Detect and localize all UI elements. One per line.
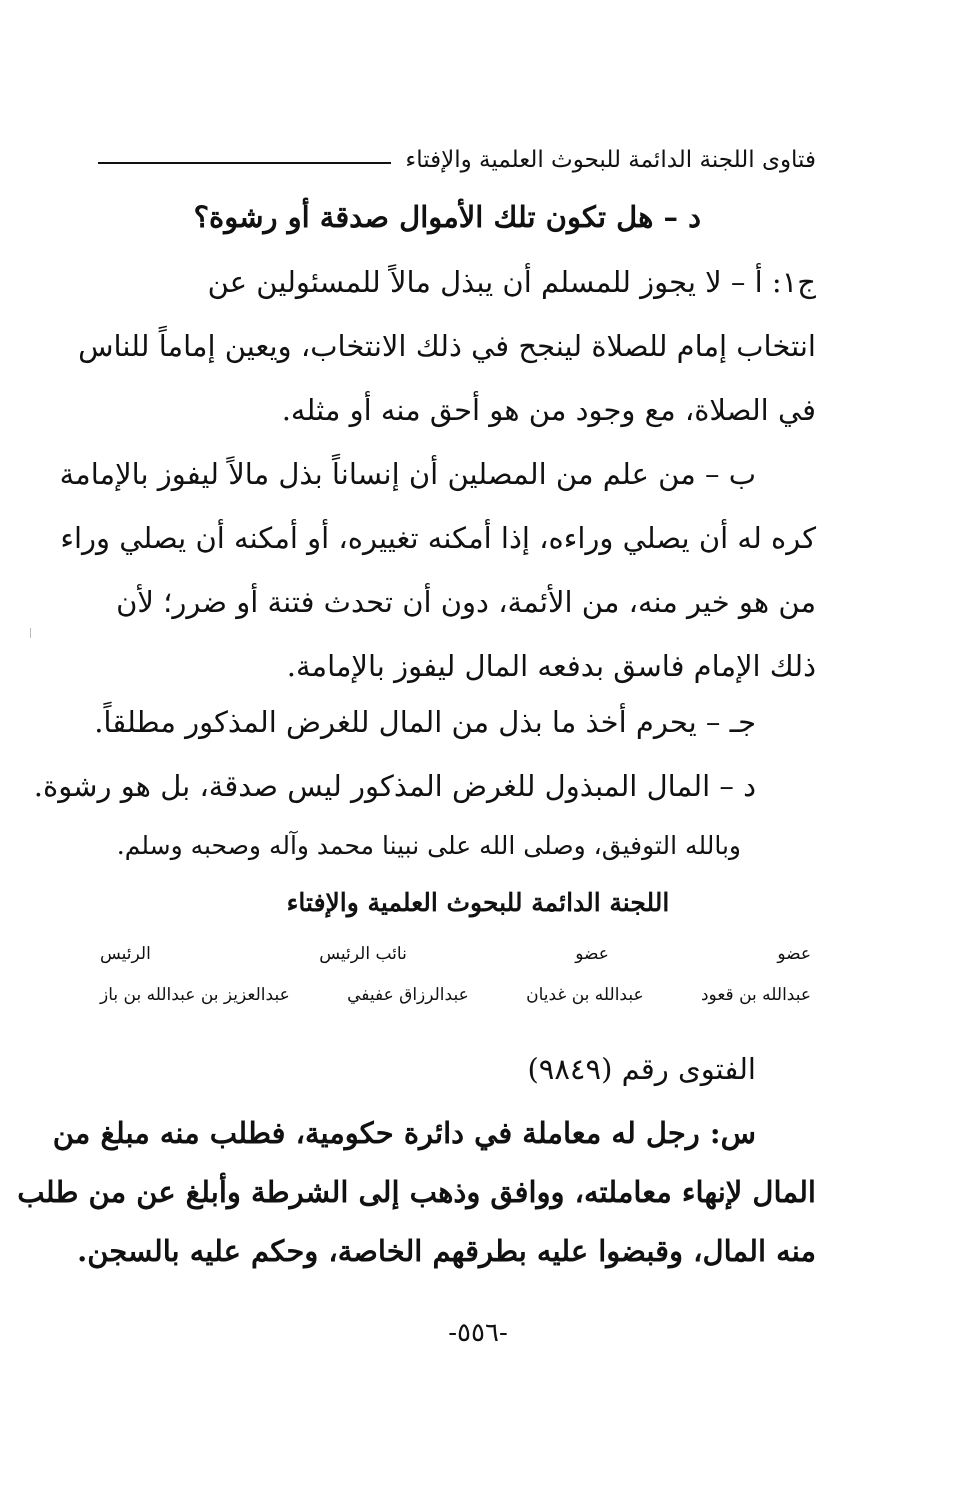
answer-line-5: كره له أن يصلي وراءه، إذا أمكنه تغييره، أو أمكنه أن يصلي وراء <box>60 521 816 555</box>
question-d-heading: د – هل تكون تلك الأموال صدقة أو رشوة؟ <box>193 200 701 234</box>
signatory-roles-row <box>100 944 811 964</box>
signatory-name-2: عبدالرزاق عفيفي <box>347 985 469 1005</box>
closing-line: وبالله التوفيق، وصلى الله على نبينا محمد وآله وصحبه وسلم. <box>116 831 741 860</box>
committee-title: اللجنة الدائمة للبحوث العلمية والإفتاء <box>286 888 670 917</box>
header-rule <box>98 162 391 164</box>
signatory-role-3: عضو <box>575 944 609 964</box>
answer-line-1: ج١: أ – لا يجوز للمسلم أن يبذل مالاً للمسئولين عن <box>207 265 816 299</box>
signatory-role-2: نائب الرئيس <box>319 944 407 964</box>
signatory-role-1: الرئيس <box>100 944 151 964</box>
signatory-name-4: عبدالله بن قعود <box>700 985 811 1005</box>
answer-line-9: د – المال المبذول للغرض المذكور ليس صدقة، بل هو رشوة. <box>33 769 756 803</box>
running-header <box>98 140 816 180</box>
signatory-role-4: عضو <box>777 944 811 964</box>
answer-line-4: ب – من علم من المصلين أن إنساناً بذل مالاً ليفوز بالإمامة <box>59 457 756 491</box>
signatory-names-row <box>100 985 811 1005</box>
answer-line-3: في الصلاة، مع وجود من هو أحق منه أو مثله. <box>281 393 816 427</box>
page-number: -٥٥٦- <box>448 1318 508 1348</box>
answer-line-2: انتخاب إمام للصلاة لينجح في ذلك الانتخاب، ويعين إماماً للناس <box>78 329 816 363</box>
signatory-name-1: عبدالعزيز بن عبدالله بن باز <box>100 985 290 1005</box>
answer-line-8: جـ – يحرم أخذ ما بذل من المال للغرض المذكور مطلقاً. <box>94 705 756 739</box>
question-s-line-2: المال لإنهاء معاملته، ووافق وذهب إلى الشرطة وأبلغ عن من طلب <box>17 1175 816 1209</box>
answer-line-7: ذلك الإمام فاسق بدفعه المال ليفوز بالإمامة. <box>286 649 816 683</box>
question-s-line-1: س: رجل له معاملة في دائرة حكومية، فطلب منه مبلغ من <box>52 1116 756 1150</box>
answer-line-6: من هو خير منه، من الأئمة، دون أن تحدث فتنة أو ضرر؛ لأن <box>116 585 816 619</box>
question-s-line-3: منه المال، وقبضوا عليه بطرقهم الخاصة، وحكم عليه بالسجن. <box>77 1234 816 1268</box>
running-header-title: فتاوى اللجنة الدائمة للبحوث العلمية والإفتاء <box>405 147 816 173</box>
fatwa-number: الفتوى رقم (٩٨٤٩) <box>527 1052 756 1086</box>
margin-mark <box>30 628 31 638</box>
signatory-name-3: عبدالله بن غديان <box>526 985 644 1005</box>
